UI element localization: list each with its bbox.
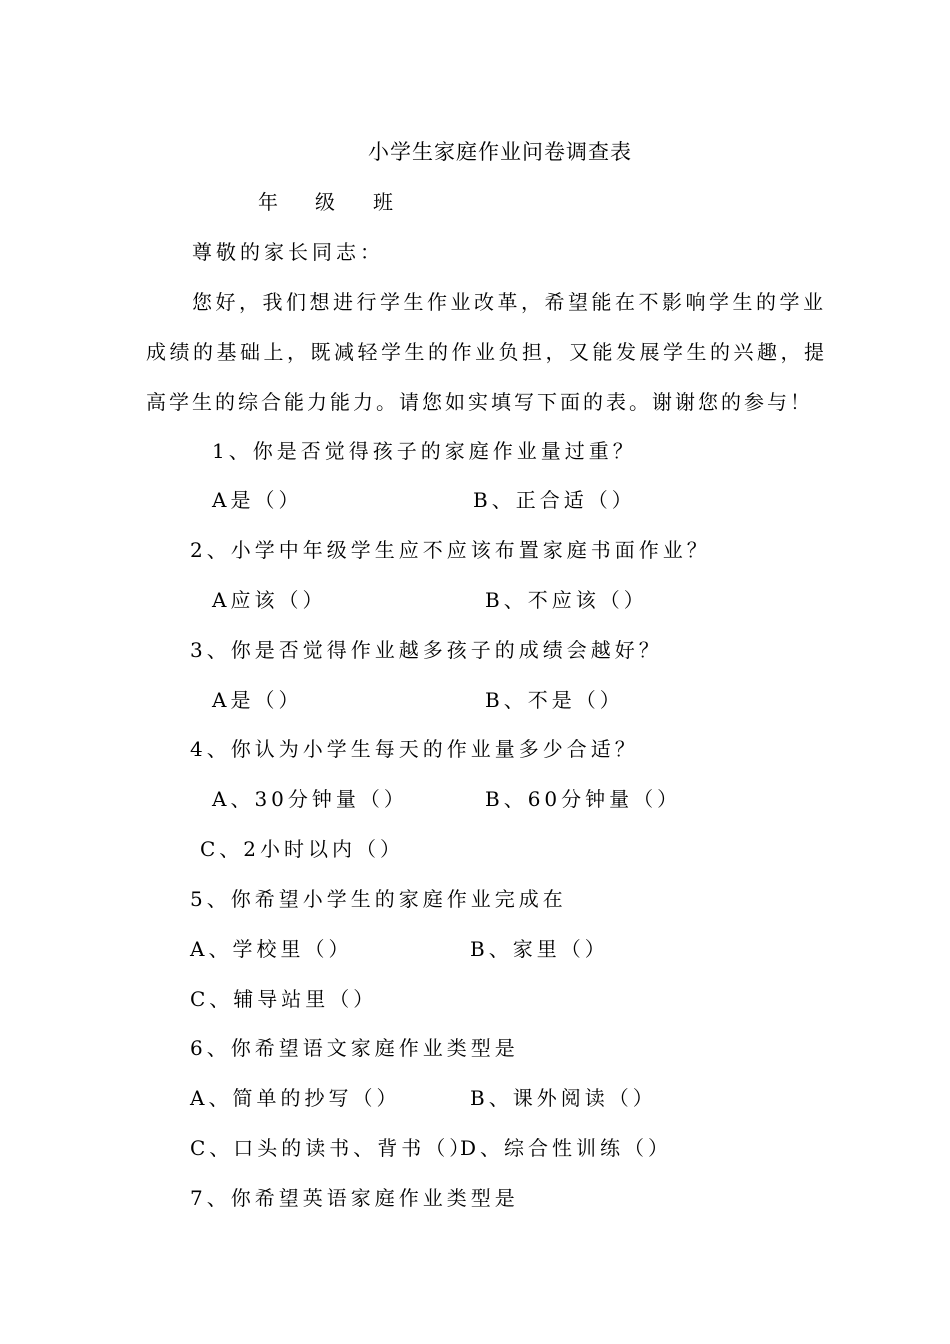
q6-option-b[interactable]: B、课外阅读（）: [470, 1086, 657, 1110]
q2-option-a[interactable]: A应该（）: [212, 588, 327, 612]
q2-option-b[interactable]: B、不应该（）: [485, 588, 648, 612]
question-6: 6、你希望语文家庭作业类型是: [190, 1036, 519, 1060]
q4-option-b[interactable]: B、60分钟量（）: [485, 787, 682, 811]
q4-option-a[interactable]: A、30分钟量（）: [212, 787, 408, 811]
intro-line-1: 您好，我们想进行学生作业改革，希望能在不影响学生的学业: [192, 290, 827, 314]
level-label: 级: [315, 190, 335, 214]
question-2: 2、小学中年级学生应不应该布置家庭书面作业？: [190, 538, 711, 562]
grade-label: 年: [258, 190, 278, 214]
class-label: 班: [373, 190, 393, 214]
q1-option-b[interactable]: B、正合适（）: [473, 488, 636, 512]
question-1: 1、你是否觉得孩子的家庭作业量过重？: [212, 439, 637, 463]
question-1-options: [0, 486, 950, 514]
q5-option-a[interactable]: A、学校里（）: [190, 937, 353, 961]
question-5: 5、你希望小学生的家庭作业完成在: [190, 887, 567, 911]
q4-option-c[interactable]: C、2小时以内（）: [200, 837, 405, 861]
q5-option-c[interactable]: C、辅导站里（）: [190, 987, 378, 1011]
q6-option-a[interactable]: A、简单的抄写（）: [190, 1086, 401, 1110]
q3-option-a[interactable]: A是（）: [212, 688, 303, 712]
question-6-options-row-1: [0, 1084, 950, 1112]
intro-line-2: 成绩的基础上，既减轻学生的作业负担，又能发展学生的兴趣，提: [146, 340, 828, 364]
question-2-options: [0, 586, 950, 614]
q1-option-a[interactable]: A是（）: [212, 488, 303, 512]
question-7: 7、你希望英语家庭作业类型是: [190, 1186, 519, 1210]
class-line: [0, 188, 950, 216]
q3-option-b[interactable]: B、不是（）: [485, 688, 624, 712]
q6-option-c[interactable]: C、口头的读书、背书（）: [190, 1136, 474, 1160]
question-4: 4、你认为小学生每天的作业量多少合适？: [190, 737, 639, 761]
question-3-options: [0, 686, 950, 714]
intro-line-3: 高学生的综合能力能力。请您如实填写下面的表。谢谢您的参与！: [146, 390, 813, 414]
q5-option-b[interactable]: B、家里（）: [470, 937, 609, 961]
q6-option-d[interactable]: D、综合性训练（）: [460, 1136, 673, 1160]
page-title: 小学生家庭作业问卷调查表: [368, 140, 632, 164]
greeting: 尊敬的家长同志：: [192, 240, 384, 264]
question-4-options: [0, 785, 950, 813]
question-6-options-row-2: [0, 1134, 950, 1162]
question-3: 3、你是否觉得作业越多孩子的成绩会越好？: [190, 638, 663, 662]
question-5-options: [0, 935, 950, 963]
